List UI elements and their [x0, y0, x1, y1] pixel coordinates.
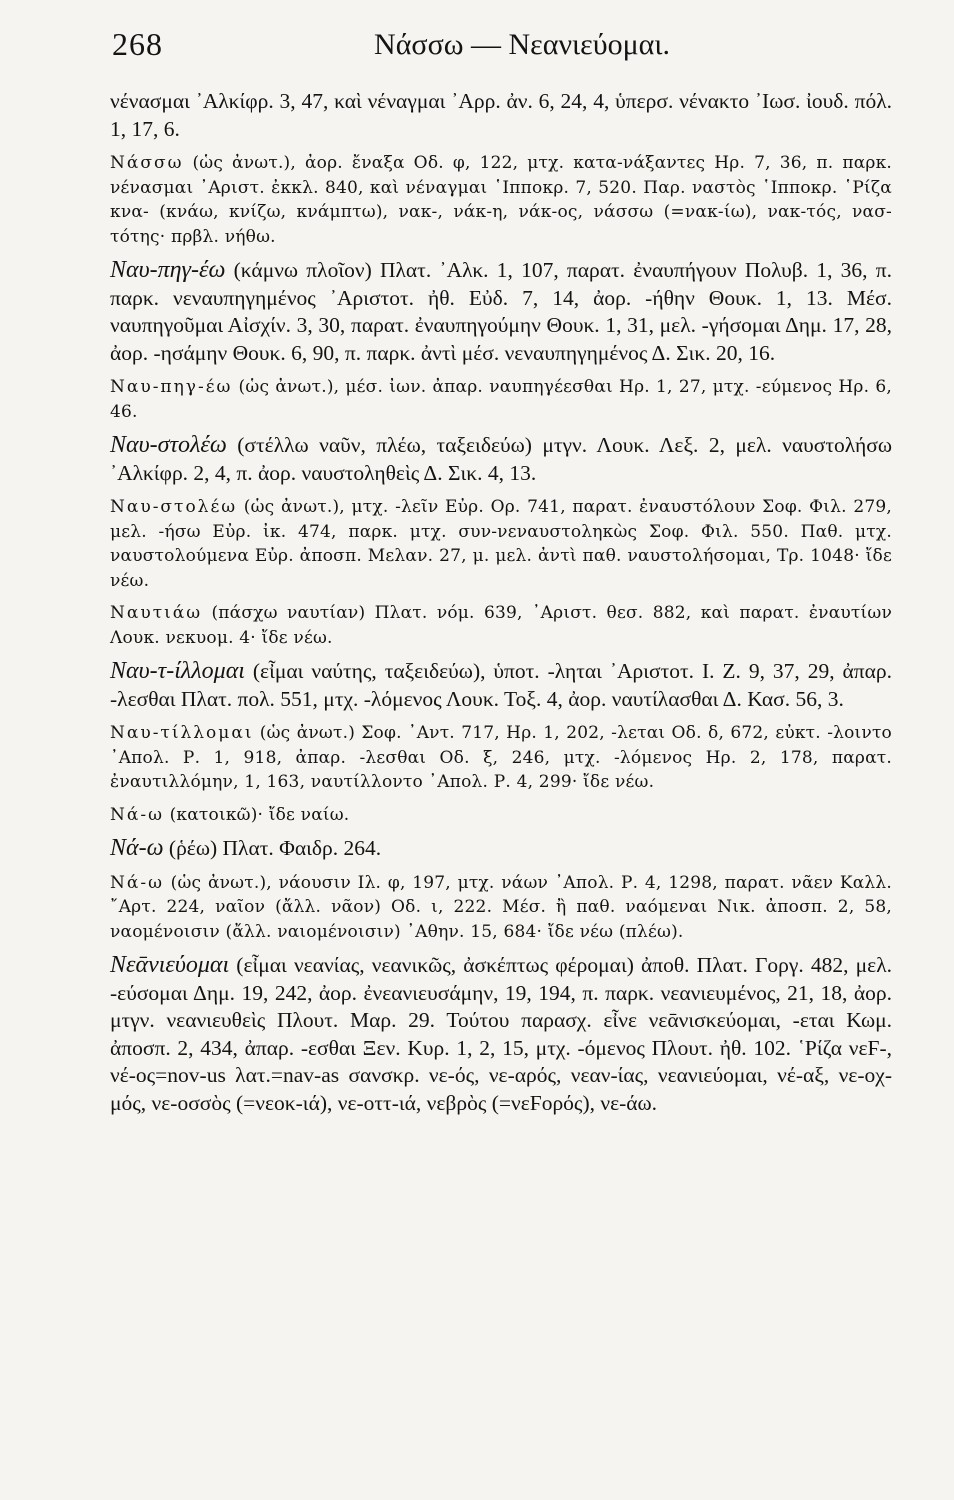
- dictionary-entry: [110, 952, 892, 1117]
- entries-column: [110, 88, 892, 1125]
- page-number: 268: [112, 26, 163, 62]
- entry-text: (ὡς ἀνωτ.), μέσ. ἰων. ἀπαρ. ναυπηγέεσθαι Ηρ. 1, 27, μτχ. -εύμενος Ηρ. 6, 46.: [110, 377, 892, 422]
- subentry-lemma: Νά-ω: [110, 804, 164, 825]
- subentry-lemma: Νάσσω: [110, 153, 184, 173]
- entry-text: (ῥέω) Πλατ. Φαιδρ. 264.: [163, 836, 382, 860]
- entry-text: νένασμαι ᾿Αλκίφρ. 3, 47, καὶ νέναγμαι ᾿Αρρ. ἀν. 6, 24, 4, ὑπερσ. νένακτο ᾿Ιωσ. ἰουδ. πόλ. 1, 17, 6.: [110, 89, 892, 141]
- entry-text: (ὡς ἀνωτ.), μτχ. -λεῖν Εὐρ. Ορ. 741, παρατ. ἐναυστόλουν Σοφ. Φιλ. 279, μελ. -ήσω Εὐρ. ἰκ. 474, παρκ. μτχ. συν-νεναυστοληκὼς Σοφ. Φιλ. 550. Παθ. μτχ. ναυστολούμενα Εὐρ. ἀποσπ. Μελαν. 27, μ. μελ. ἀντὶ παθ. ναυστολήσομαι, Τρ. 1048· ἴδε νέω.: [110, 497, 892, 591]
- entry-text: (ὡς ἀνωτ.), ἀορ. ἔναξα Οδ. φ, 122, μτχ. κατα-νάξαντες Ηρ. 7, 36, π. παρκ. νένασμαι ᾿Αριστ. ἐκκλ. 840, καὶ νέναγμαι ῾Ιπποκρ. 7, 520. Παρ. ναστὸς ῾Ιπποκρ. ῾Ρίζα κνα- (κνάω, κνίζω, κνάμπτω), νακ-, νάκ-η, νάκ-ος, νάσσω (=νακ-ίω), νακ-τός, νασ-τότης· πρβλ. νήθω.: [110, 153, 892, 247]
- subentry-lemma: Ναυ-πηγ-έω: [110, 377, 233, 397]
- dictionary-subentry: [110, 151, 892, 249]
- entry-text: (εἶμαι ναύτης, ταξειδεύω), ὑποτ. -ληται ᾿Αριστοτ. Ι. Ζ. 9, 37, 29, ἀπαρ. -λεσθαι Πλατ. πολ. 551, μτχ. -λόμενος Λουκ. Τοξ. 4, ἀορ. ναυτίλασθαι Δ. Κασ. 56, 3.: [110, 659, 892, 711]
- subentry-lemma: Ναυ-στολέω: [110, 497, 238, 517]
- entry-text: (πάσχω ναυτίαν) Πλατ. νόμ. 639, ᾿Αριστ. θεσ. 882, καὶ παρατ. ἐναυτίων Λουκ. νεκυομ. 4· ἴδε νέω.: [110, 603, 892, 648]
- entry-headword: Ναυ-στολέω: [110, 432, 227, 458]
- dictionary-entry: [110, 88, 892, 143]
- dictionary-entry: [110, 257, 892, 367]
- dictionary-subentry: [110, 871, 892, 945]
- entry-text: (κάμνω πλοῖον) Πλατ. ᾿Αλκ. 1, 107, παρατ. ἐναυπήγουν Πολυβ. 1, 36, π. παρκ. νεναυπηγημένος ᾿Αριστοτ. ἠθ. Εὐδ. 7, 14, ἀορ. -ήθην Θουκ. 1, 13. Μέσ. ναυπηγοῦμαι Αἰσχίν. 3, 30, παρατ. ἐναυπηγούμην Θουκ. 1, 31, μελ. -γήσομαι Δημ. 17, 28, ἀορ. -ησάμην Θουκ. 6, 90, π. παρκ. ἀντὶ μέσ. νεναυπηγημένος Δ. Σικ. 20, 16.: [110, 258, 892, 365]
- page-header: [112, 24, 892, 72]
- dictionary-subentry: [110, 601, 892, 650]
- entry-headword: Ναυ-τ-ίλλομαι: [110, 658, 245, 684]
- entry-text: (ὡς ἀνωτ.) Σοφ. ᾿Αντ. 717, Ηρ. 1, 202, -λεται Οδ. δ, 672, εὐκτ. -λοιντο ᾿Απολ. Ρ. 1, 918, ἀπαρ. -λεσθαι Οδ. ξ, 246, μτχ. -λόμενος Ηρ. 2, 178, παρατ. ἐναυτιλλόμην, 1, 163, ναυτίλλοντο ᾿Απολ. Ρ. 4, 299· ἴδε νέω.: [110, 723, 892, 792]
- entry-headword: Νά-ω: [110, 835, 164, 861]
- entry-text: (ὡς ἀνωτ.), νάουσιν Ιλ. φ, 197, μτχ. νάων ᾿Απολ. Ρ. 4, 1298, παρατ. νᾶεν Καλλ. ῎Αρτ. 224, ναῖον (ἄλλ. νᾶον) Οδ. ι, 222. Μέσ. ἢ παθ. ναόμεναι Νικ. ἀποσπ. 2, 58, ναομένοισιν (ἄλλ. ναιομένοισιν) ᾿Αθην. 15, 684· ἴδε νέω (πλέω).: [110, 872, 892, 942]
- entry-text: (στέλλω ναῦν, πλέω, ταξειδεύω) μτγν. Λουκ. Λεξ. 2, μελ. ναυστολήσω ᾿Αλκίφρ. 2, 4, π. ἀορ. ναυστοληθεὶς Δ. Σικ. 4, 13.: [110, 433, 892, 485]
- running-head: Νάσσω — Νεανιεύομαι.: [374, 28, 670, 61]
- entry-headword: Νεᾱνιεύομαι: [110, 952, 230, 978]
- dictionary-subentry: [110, 495, 892, 593]
- dictionary-entry: [110, 658, 892, 713]
- entry-text: (εἶμαι νεανίας, νεανικῶς, ἀσκέπτως φέρομαι) ἀποθ. Πλατ. Γοργ. 482, μελ. -εύσομαι Δημ. 19, 242, ἀορ. ἐνεανιευσάμην, 19, 194, π. παρκ. νεανιευμένος, 21, 18, ἀορ. μτγν. νεανιευθεὶς Πλουτ. Μαρ. 29. Τούτου παρασχ. εἶνε νεᾱνισκεύομαι, -εται Κωμ. ἀποσπ. 2, 434, ἀπαρ. -εσθαι Ξεν. Κυρ. 1, 2, 15, μτχ. -όμενος Πλουτ. ἠθ. 102. ῾Ρίζα νεϜ-, νέ-ος=nov-us λατ.=nav-as σανσκρ. νε-ός, νε-αρός, νεαν-ίας, νεανιεύομαι, νέ-αξ, νε-οχ-μός, νε-οσσὸς (=νεοκ-ιά), νε-οττ-ιά, νεβρὸς (=νεϜορός), νε-άω.: [110, 953, 892, 1115]
- dictionary-entry: [110, 432, 892, 487]
- entry-headword: Ναυ-πηγ-έω: [110, 257, 226, 283]
- dictionary-subentry: [110, 803, 892, 828]
- dictionary-subentry: [110, 375, 892, 424]
- dictionary-entry: [110, 835, 892, 863]
- subentry-lemma: Ναυτιάω: [110, 603, 203, 623]
- subentry-lemma: Νά-ω: [110, 872, 164, 893]
- entry-text: (κατοικῶ)· ἴδε ναίω.: [163, 804, 350, 825]
- dictionary-subentry: [110, 721, 892, 795]
- subentry-lemma: Ναυ-τίλλομαι: [110, 723, 254, 743]
